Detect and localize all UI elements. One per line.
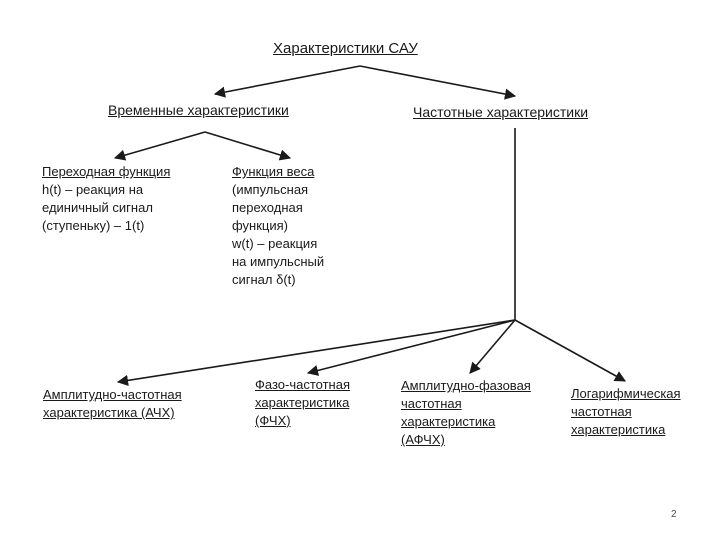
phase-frequency-line: характеристика bbox=[255, 395, 350, 410]
logarithmic-frequency-line: частотная bbox=[571, 404, 632, 419]
weight-function-line: сигнал δ(t) bbox=[232, 272, 296, 287]
arrow-freq-to-log bbox=[515, 320, 625, 381]
weight-function-line: w(t) – реакция bbox=[232, 236, 318, 251]
arrow-freq-to-afc bbox=[118, 320, 515, 382]
weight-function-node bbox=[232, 163, 324, 289]
phase-frequency-line: (ФЧХ) bbox=[255, 413, 291, 428]
transfer-function-node bbox=[42, 163, 170, 235]
weight-function-line: на импульсный bbox=[232, 254, 325, 269]
transfer-function-line: h(t) – реакция на bbox=[42, 182, 144, 197]
diagram-title: Характеристики САУ bbox=[273, 40, 418, 57]
amplitude-phase-frequency-line: Амплитудно-фазовая bbox=[401, 378, 531, 393]
weight-function-line: (импульсная bbox=[232, 182, 309, 197]
logarithmic-frequency-line: характеристика bbox=[571, 422, 666, 437]
amplitude-frequency-node bbox=[43, 386, 182, 422]
frequency-characteristics-header: Частотные характеристики bbox=[413, 104, 589, 120]
arrow-root-to-time bbox=[215, 66, 360, 94]
amplitude-phase-frequency-node bbox=[401, 377, 531, 449]
arrow-root-to-freq bbox=[360, 66, 515, 96]
weight-function-line: переходная bbox=[232, 200, 303, 215]
weight-function-line: функция) bbox=[232, 218, 288, 233]
phase-frequency-line: Фазо-частотная bbox=[255, 377, 350, 392]
time-characteristics-header: Временные характеристики bbox=[108, 102, 289, 118]
logarithmic-frequency-line: Логарифмическая bbox=[571, 386, 681, 401]
arrow-freq-to-aphc bbox=[470, 320, 515, 373]
transfer-function-label: Переходная функция bbox=[42, 164, 171, 179]
arrow-freq-to-phc bbox=[308, 320, 515, 373]
weight-function-label: Функция веса bbox=[232, 164, 315, 179]
amplitude-frequency-line: характеристика (АЧХ) bbox=[43, 405, 175, 420]
arrow-time-to-weight bbox=[205, 132, 290, 158]
page-number: 2 bbox=[671, 509, 677, 520]
amplitude-phase-frequency-line: характеристика bbox=[401, 414, 496, 429]
amplitude-frequency-line: Амплитудно-частотная bbox=[43, 387, 182, 402]
logarithmic-frequency-node bbox=[571, 385, 681, 439]
amplitude-phase-frequency-line: (АФЧХ) bbox=[401, 432, 445, 447]
arrow-time-to-transfer bbox=[115, 132, 205, 158]
transfer-function-line: единичный сигнал bbox=[42, 200, 153, 215]
phase-frequency-node bbox=[255, 376, 350, 430]
transfer-function-line: (ступеньку) – 1(t) bbox=[42, 218, 145, 233]
amplitude-phase-frequency-line: частотная bbox=[401, 396, 462, 411]
